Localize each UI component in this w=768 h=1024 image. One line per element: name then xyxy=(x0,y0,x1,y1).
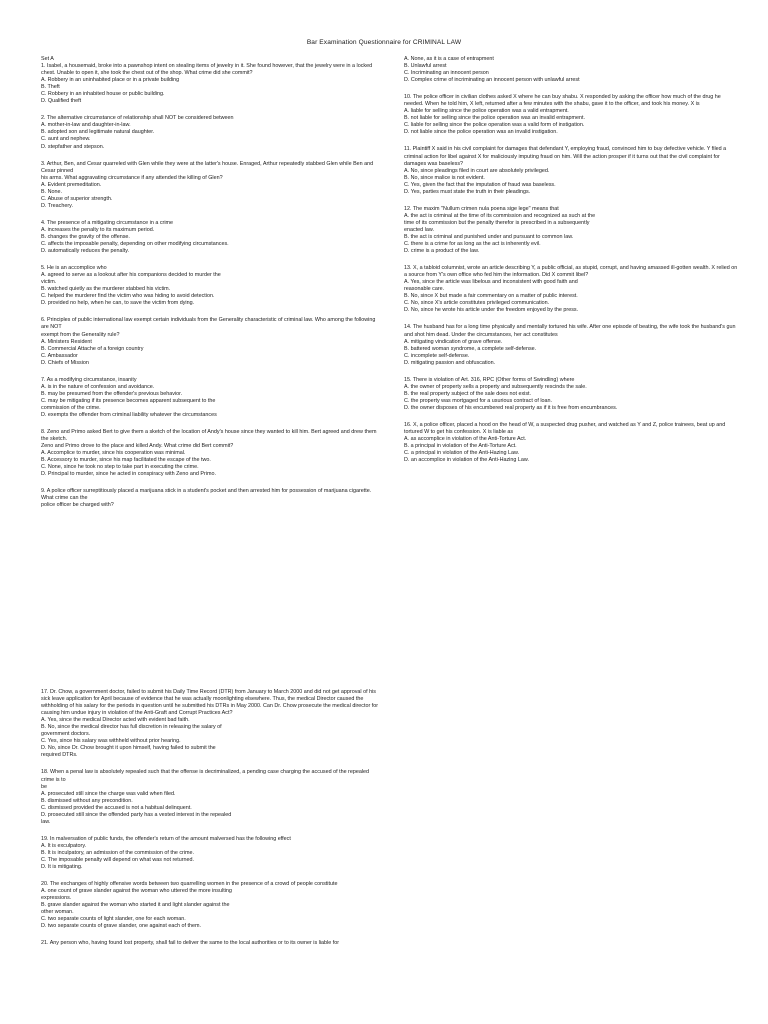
answer-option: A. Yes, since the article was libelous and inconsistent with good faith and reasonable care. xyxy=(404,279,578,293)
answer-option: B. dismissed without any precondition. xyxy=(41,797,133,804)
question-stem: 3. Arthur, Ben, and Cesar quarreled with Glen while they were at the latter's house. Enraged, Arthur repeatedly stabbed Glen while Ben and Cesar pinned his arms. What aggravating circumstance if any attended the killing of Glen? xyxy=(41,160,374,181)
question-item xyxy=(41,429,379,478)
question-stem: 19. In malversation of public funds, the offender's return of the amount malversed has the following effect xyxy=(41,835,291,842)
question-item xyxy=(41,115,379,150)
answer-option: D. Treachery. xyxy=(41,202,73,209)
answer-option: A. Ministers Resident xyxy=(41,338,92,345)
set-label: Set A xyxy=(41,56,54,62)
answer-option: D. No, since he wrote his article under the freedom enjoyed by the press. xyxy=(404,307,579,314)
answer-option: A. mitigating vindication of grave offense. xyxy=(404,338,503,345)
question-stem: 4. The presence of a mitigating circumstance in a crime xyxy=(41,219,174,226)
question-item xyxy=(41,63,379,105)
answer-option: B. No, since malice is not evident. xyxy=(404,174,485,181)
left-column xyxy=(41,56,379,519)
answer-option: B. Commercial Attache of a foreign country xyxy=(41,345,144,352)
answer-option: B. It is inculpatory, an admission of the commission of the crime. xyxy=(41,849,194,856)
question-item xyxy=(41,689,379,759)
answer-option: A. Evident premeditation. xyxy=(41,181,102,188)
question-item xyxy=(404,377,738,412)
answer-option: D. Principal to murder, since he acted in conspiracy with Zeno and Primo. xyxy=(41,471,216,478)
answer-option: A. the act is criminal at the time of its commission and recognized as such at the time of its commission but the penalty therefor is prescribed in a subsequently enacted law. xyxy=(404,212,596,233)
question-stem: 8. Zeno and Primo asked Bert to give them a sketch of the location of Andy's house since they wanted to kill him. Bert agreed and drew them the sketch. Zeno and Primo drove to the place and killed Andy. What crime did Bert commit? xyxy=(41,429,377,450)
answer-option: B. Unlawful arrest xyxy=(404,63,447,70)
right-column xyxy=(404,56,738,474)
question-item xyxy=(404,146,738,195)
answer-option: A. is in the nature of confession and avoidance. xyxy=(41,383,155,390)
answer-option: C. incomplete self-defense. xyxy=(404,352,470,359)
answer-option: A. It is exculpatory. xyxy=(41,842,87,849)
answer-option: C. helped the murderer find the victim who was hiding to avoid detection. xyxy=(41,293,215,300)
answer-option: D. two separate counts of grave slander, one against each of them. xyxy=(41,923,202,930)
answer-option: B. changes the gravity of the offense. xyxy=(41,233,130,240)
answer-option: C. the property was mortgaged for a usurious contract of loan. xyxy=(404,397,553,404)
answer-option: A. liable for selling since the police operation was a valid entrapment. xyxy=(404,108,569,115)
answer-option: C. None, since he took no step to take part in executing the crime. xyxy=(41,464,199,471)
answer-option: C. Abuse of superior strength. xyxy=(41,195,113,202)
answer-option: C. Robbery in an inhabited house or public building. xyxy=(41,91,165,98)
answer-option: C. affects the imposable penalty, depending on other modifying circumstances. xyxy=(41,241,229,248)
question-item xyxy=(41,881,379,930)
question-item xyxy=(41,940,379,947)
question-stem: 18. When a penal law is absolutely repealed such that the offense is decriminalized, a pending case charging the accused of the repealed crime is to be xyxy=(41,769,370,790)
answer-option: A. mother-in-law and daughter-in-law. xyxy=(41,122,131,129)
question-stem: 10. The police officer in civilian clothes asked X where he can buy shabu. X responded by asking the officer how much of the drug he needed. When he told him, X left, returned after a few minutes with the shabu, gave it to the officer, and took his money. X is xyxy=(404,94,723,108)
answer-option: B. No, since the medical director has full discretion in releasing the salary of government doctors. xyxy=(41,724,222,738)
answer-option: A. the owner of property sells a property and subsequently rescinds the sale. xyxy=(404,383,587,390)
question-item xyxy=(404,265,738,314)
question-item xyxy=(41,488,379,509)
question-stem: 1. Isabel, a housemaid, broke into a pawnshop intent on stealing items of jewelry in it. She found however, that the jewelry were in a locked chest. Unable to open it, she took the chest out of the shop. What crime did she commit? xyxy=(41,63,374,77)
answer-option: B. battered woman syndrome, a complete self-defense. xyxy=(404,345,537,352)
answer-option: D. an accomplice in violation of the Anti-Hazing Law. xyxy=(404,457,529,464)
answer-option: A. increases the penalty to its maximum period. xyxy=(41,226,155,233)
question-item xyxy=(41,769,379,825)
answer-option: B. adopted son and legitimate natural daughter. xyxy=(41,129,155,136)
question-item xyxy=(41,836,379,871)
question-stem: 5. He is an accomplice who xyxy=(41,265,107,272)
answer-option: C. No, since X's article constitutes privileged communication. xyxy=(404,300,550,307)
answer-option: C. The imposable penalty will depend on what was not returned. xyxy=(41,856,195,863)
answer-option: A. None, as it is a case of entrapment xyxy=(404,56,494,62)
answer-option: D. provided no help, when he can, to save the victim from dying. xyxy=(41,300,195,307)
question-item xyxy=(41,220,379,255)
question-item xyxy=(404,422,738,464)
answer-option: B. may be presumed from the offender's previous behavior. xyxy=(41,390,183,397)
question-stem: 2. The alternative circumstance of relationship shall NOT be considered between xyxy=(41,115,234,122)
left-question-list xyxy=(41,63,379,509)
answer-option: A. prosecuted still since the charge was valid when filed. xyxy=(41,790,176,797)
answer-option: B. the act is criminal and punished under and pursuant to common law. xyxy=(404,233,574,240)
right-question-list xyxy=(404,56,738,464)
answer-option: D. not liable since the police operation was an invalid instigation. xyxy=(404,129,558,136)
question-item xyxy=(41,317,379,366)
answer-option: D. It is mitigating. xyxy=(41,864,83,871)
question-item xyxy=(404,206,738,255)
answer-option: A. No, since pleadings filed in court are absolutely privileged. xyxy=(404,167,550,174)
answer-option: C. two separate counts of light slander, one for each woman. xyxy=(41,916,186,923)
question-stem: 14. The husband has for a long time physically and mentally tortured his wife. After one episode of beating, the wife took the husband's gun and shot him dead. Under the circumstances, her act constitutes xyxy=(404,324,737,338)
question-stem: 7. As a modifying circumstance, insanity xyxy=(41,376,137,383)
answer-option: D. prosecuted still since the offended party has a vested interest in the repealed law. xyxy=(41,811,232,825)
answer-option: A. Yes, since the medical Director acted with evident bad faith. xyxy=(41,717,190,724)
answer-option: A. agreed to serve as a lookout after his companions decided to murder the victim. xyxy=(41,272,221,286)
answer-option: D. Chiefs of Mission xyxy=(41,359,89,366)
answer-option: B. None. xyxy=(41,188,62,195)
answer-option: B. No, since X but made a fair commentary on a matter of public interest. xyxy=(404,293,578,300)
answer-option: B. a principal in violation of the Anti-Torture Act. xyxy=(404,443,517,450)
answer-option: D. exempts the offender from criminal liability whatever the circumstances xyxy=(41,411,217,418)
answer-option: C. Incriminating an innocent person xyxy=(404,70,489,77)
answer-option: C. aunt and nephew. xyxy=(41,136,91,143)
answer-option: C. may be mitigating if its presence becomes apparent subsequent to the commission of the crime. xyxy=(41,397,216,411)
answer-option: A. Robbery in an uninhabited place or in a private building xyxy=(41,77,180,84)
answer-option: B. Theft xyxy=(41,84,60,91)
question-stem: 17. Dr. Chow, a government doctor, failed to submit his Daily Time Record (DTR) from January to March 2000 and did not get approval of his sick leave application for April because of evidence that he was actually moonlighting elsewhere. Thus, the medical Director caused the withholding of his salary for the periods in question until he submitted his DTRs in May 2000. Can Dr. Chow prosecute the medical director for causing him undue injury in violation of the Anti-Graft and Corrupt Practices Act? xyxy=(41,689,380,717)
question-stem: 20. The exchanges of highly offensive words between two quarrelling women in the presence of a crowd of people constitute xyxy=(41,881,338,888)
question-item xyxy=(41,161,379,210)
answer-option: D. Complex crime of incriminating an innocent person with unlawful arrest xyxy=(404,77,580,84)
answer-option: A. one count of grave slander against the woman who uttered the more insulting expressions. xyxy=(41,888,232,902)
answer-option: C. a principal in violation of the Anti-Hazing Law. xyxy=(404,450,520,457)
question-item xyxy=(404,94,738,136)
answer-option: B. grave slander against the woman who started it and light slander against the other woman. xyxy=(41,902,230,916)
answer-option: D. crime is a product of the law. xyxy=(404,248,480,255)
answer-option: B. the real property subject of the sale does not exist. xyxy=(404,390,532,397)
answer-option: C. there is a crime for as long as the act is inherently evil. xyxy=(404,241,541,248)
answer-option: D. stepfather and stepson. xyxy=(41,143,105,150)
answer-option: A. Accomplice to murder, since his cooperation was minimal. xyxy=(41,450,186,457)
answer-option: C. Yes, since his salary was withheld without prior hearing. xyxy=(41,738,181,745)
answer-option: C. Yes, given the fact that the imputation of fraud was baseless. xyxy=(404,181,556,188)
question-stem: 15. There is violation of Art. 316, RPC (Other forms of Swindling) where xyxy=(404,376,575,383)
answer-option: D. Qualified theft xyxy=(41,98,82,105)
document-title: Bar Examination Questionnaire for CRIMINAL LAW xyxy=(306,39,462,46)
answer-option: D. Yes, parties must state the truth in their pleadings. xyxy=(404,188,531,195)
question-item xyxy=(404,324,738,366)
answer-option: B. Accessory to murder, since his map facilitated the escape of the two. xyxy=(41,457,211,464)
question-item xyxy=(41,265,379,307)
answer-option: C. Ambassador xyxy=(41,352,78,359)
answer-option: A. as accomplice in violation of the Anti-Torture Act. xyxy=(404,436,527,443)
question-stem: 11. Plaintiff X said in his civil complaint for damages that defendant Y, employing fraud, convinced him to buy defective vehicle. Y filed a criminal action for libel against X for maliciously imputing fraud on him. Will the action prosper if it turns out that the civil complaint for damages was baseless? xyxy=(404,146,728,167)
answer-option: D. the owner disposes of his encumbered real property as if it is free from encumbrances. xyxy=(404,404,618,411)
question-item xyxy=(41,377,379,419)
answer-option: D. mitigating passion and obfuscation. xyxy=(404,359,496,366)
answer-option: B. not liable for selling since the police operation was an invalid entrapment. xyxy=(404,115,585,122)
bottom-column xyxy=(41,689,379,957)
answer-option: B. watched quietly as the murderer stabbed his victim. xyxy=(41,286,171,293)
question-stem: 16. X, a police officer, placed a hood on the head of W, a suspected drug pusher, and watched as Y and Z, police trainees, beat up and tortured W to get his confession. X is liable as xyxy=(404,421,727,436)
question-stem: 13. X, a tabloid columnist, wrote an article describing Y, a public official, as stupid, corrupt, and having amassed ill-gotten wealth. X relied on a source from Y's own office who fed him the information. Did X commit libel? xyxy=(404,265,739,279)
answer-option: D. automatically reduces the penalty. xyxy=(41,248,129,255)
question-item xyxy=(404,56,738,84)
answer-option: D. No, since Dr. Chow brought it upon himself, having failed to submit the required DTRs. xyxy=(41,745,216,759)
question-stem: 21. Any person who, having found lost property, shall fail to deliver the same to the local authorities or to its owner is liable for xyxy=(41,940,340,947)
question-stem: 6. Principles of public international law exempt certain individuals from the Generality characteristic of criminal law. Who among the following are NOT exempt from the Generality rule? xyxy=(41,317,376,338)
bottom-question-list xyxy=(41,689,379,947)
question-stem: 12. The maxim "Nullum crimen nula poena sige lege" means that xyxy=(404,205,559,212)
answer-option: C. liable for selling since the police operation was a valid form of instigation. xyxy=(404,122,585,129)
answer-option: C. dismissed provided the accused is not a habitual delinquent. xyxy=(41,804,192,811)
question-stem: 9. A police officer surreptitiously placed a marijuana stick in a student's pocket and then arrested him for possession of marijuana cigarette. What crime can the police officer be charged with? xyxy=(41,488,372,509)
